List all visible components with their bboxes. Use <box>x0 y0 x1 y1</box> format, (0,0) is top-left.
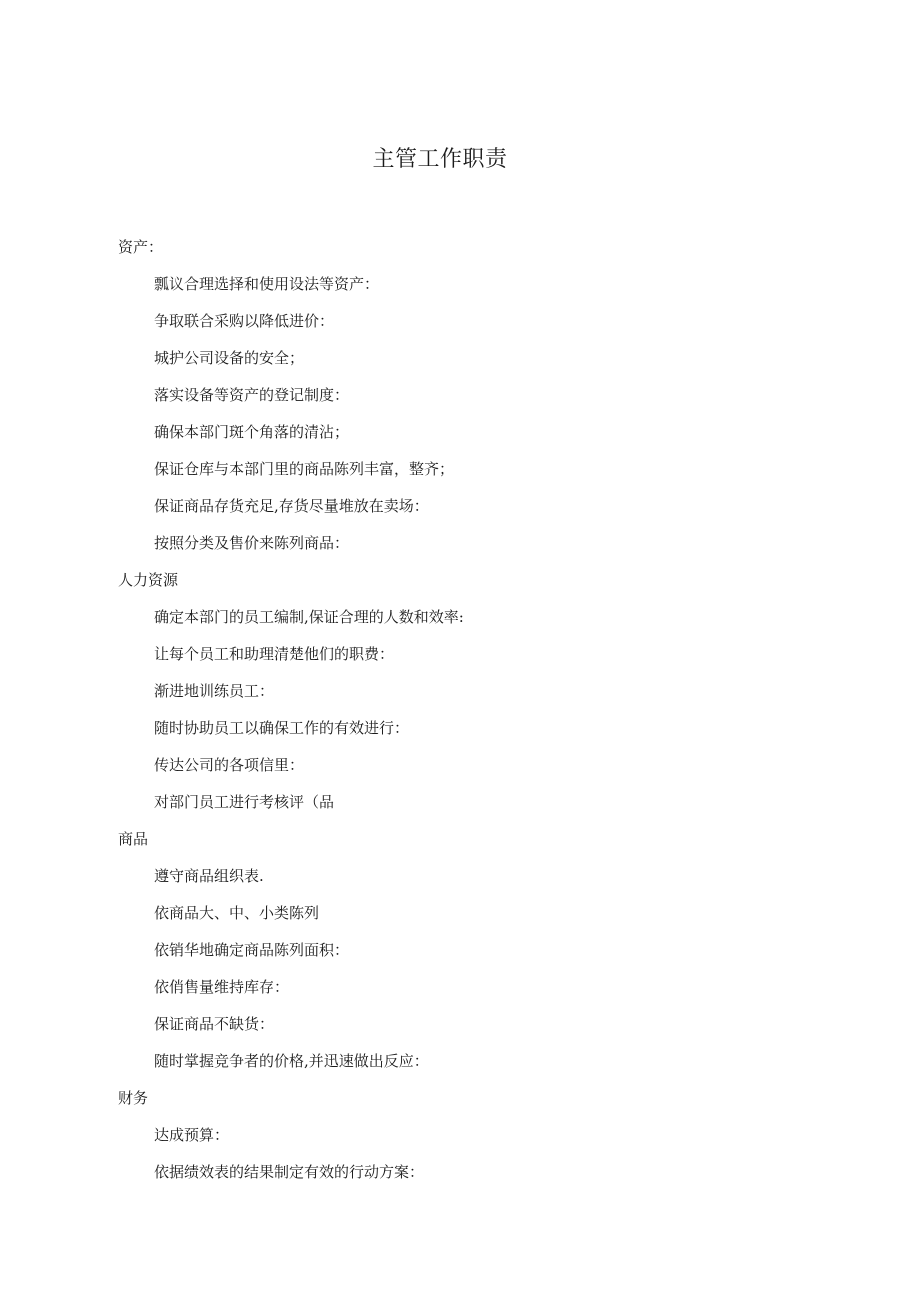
section-heading: 资产： <box>118 238 164 256</box>
list-item: 传达公司的各项信里： <box>154 756 305 774</box>
list-item: 随时协助员工以确保工作的有效进行： <box>154 719 410 737</box>
list-item: 保证仓库与本部门里的商品陈列丰富，整齐； <box>154 460 455 478</box>
list-item: 依据绩效表的结果制定有效的行动方案： <box>154 1163 425 1181</box>
document-title: 主管工作职责 <box>372 147 508 172</box>
section-assets <box>118 229 818 562</box>
list-item: 城护公司设备的安全； <box>154 349 305 367</box>
section-item-list <box>118 599 818 821</box>
list-item: 落实设备等资产的登记制度： <box>154 386 350 404</box>
list-item: 确定本部门的员工编制,保证合理的人数和效率: <box>154 608 464 626</box>
section-item-list <box>118 858 818 1080</box>
list-item: 确保本部门斑个角落的清沾； <box>154 423 350 441</box>
document-body <box>118 229 818 1191</box>
list-item: 依销华地确定商品陈列面积： <box>154 941 350 959</box>
list-item: 依商品大、中、小类陈列 <box>154 904 320 922</box>
section-heading: 人力资源 <box>118 571 179 589</box>
list-item: 渐进地训练员工： <box>154 682 275 700</box>
section-heading: 财务 <box>118 1089 149 1107</box>
section-merchandise <box>118 821 818 1080</box>
list-item: 瓢议合理选择和使用设法等资产： <box>154 275 380 293</box>
list-item: 争取联合采购以降低进价： <box>154 312 335 330</box>
list-item: 保证商品不缺货： <box>154 1015 275 1033</box>
section-item-list <box>118 1117 818 1191</box>
list-item: 达成预算： <box>154 1126 230 1144</box>
list-item: 按照分类及售价来陈列商品： <box>154 534 350 552</box>
list-item: 保证商品存货充足,存货尽量堆放在卖场： <box>154 497 429 515</box>
list-item: 让每个员工和助理清楚他们的职费： <box>154 645 395 663</box>
list-item: 对部门员工进行考核评（品 <box>154 793 335 811</box>
section-item-list <box>118 266 818 562</box>
section-heading: 商品 <box>118 830 149 848</box>
list-item: 遵守商品组织表. <box>154 867 264 885</box>
list-item: 随时掌握竞争者的价格,并迅速做出反应： <box>154 1052 429 1070</box>
list-item: 依俏售量维持库存： <box>154 978 290 996</box>
section-finance <box>118 1080 818 1191</box>
section-human-resources <box>118 562 818 821</box>
